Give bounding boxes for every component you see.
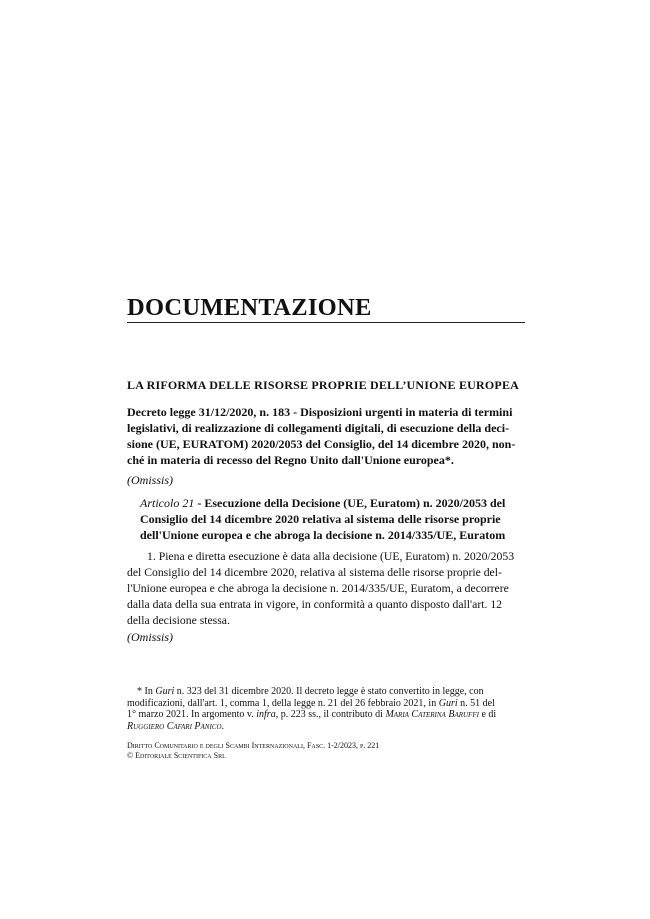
footnote-journal: Guri <box>155 686 175 697</box>
article-label: Articolo 21 <box>140 496 195 510</box>
body-line: della decisione stessa. <box>127 614 230 627</box>
footnote-text: . <box>221 720 225 732</box>
decree-title-line: ché in materia di recesso del Regno Unito dall'Unione europea*. <box>127 453 454 467</box>
article-title-line <box>140 495 525 511</box>
footnote-journal: Guri <box>438 697 458 709</box>
footnote-line <box>127 686 525 698</box>
decree-title-line: legislativi, di realizzazione di collegamenti digitali, di esecuzione della deci- <box>127 421 510 435</box>
decree-title <box>127 404 525 468</box>
footnote-reference: infra <box>256 709 276 720</box>
footnote-author: Maria Caterina Baruffi <box>385 709 479 720</box>
body-line: dalla data della sua entrata in vigore, in conformità a quanto disposto dall'art. 12 <box>127 598 503 611</box>
article-title-text: - Esecuzione della Decisione (UE, Euratom) n. 2020/2053 del <box>194 496 506 510</box>
footnote-text: n. 51 del <box>457 697 495 709</box>
footer-copyright: © Editoriale Scientifica Srl <box>127 750 226 760</box>
footnote-text: n. 323 del 31 dicembre 2020. Il decreto legge è stato convertito in legge, con <box>174 686 484 697</box>
footnote-text: e di <box>478 709 497 720</box>
footnote-line <box>127 721 525 733</box>
section-title-rule <box>127 322 525 323</box>
article-body <box>127 549 525 629</box>
footnote-line <box>127 698 525 710</box>
body-line: del Consiglio del 14 dicembre 2020, relativa al sistema delle risorse proprie del- <box>127 566 502 579</box>
footer-citation: Diritto Comunitario e degli Scambi Internazionali, Fasc. 1-2/2023, p. 221 <box>127 741 380 750</box>
footnote-text: modificazioni, dall'art. 1, comma 1, della legge n. 21 del 26 febbraio 2021, in <box>127 697 439 709</box>
article-title <box>140 495 525 543</box>
page-footer <box>127 741 525 760</box>
footnote-line <box>127 709 525 721</box>
body-line: 1. Piena e diretta esecuzione è data alla decisione (UE, Euratom) n. 2020/2053 <box>147 550 515 563</box>
footnote-text: , p. 223 ss., il contributo di <box>275 709 386 720</box>
footnote-author: Ruggiero Cafari Panico <box>127 720 222 732</box>
omissis-note: (Omissis) <box>127 630 174 644</box>
omissis-note: (Omissis) <box>127 473 174 487</box>
decree-title-line: Decreto legge 31/12/2020, n. 183 - Disposizioni urgenti in materia di termini <box>127 405 513 419</box>
article-title-line: dell'Unione europea e che abroga la decisione n. 2014/335/UE, Euratom <box>140 528 506 542</box>
document-heading: LA RIFORMA DELLE RISORSE PROPRIE DELL’UNIONE EUROPEA <box>127 378 520 392</box>
article-title-line: Consiglio del 14 dicembre 2020 relativa al sistema delle risorse proprie <box>140 512 501 526</box>
footnote <box>127 686 525 732</box>
footnote-text: 1° marzo 2021. In argomento v. <box>127 709 257 720</box>
footnote-text: * In <box>137 686 156 697</box>
section-title: DOCUMENTAZIONE <box>127 294 372 321</box>
decree-title-line: sione (UE, EURATOM) 2020/2053 del Consiglio, del 14 dicembre 2020, non- <box>127 437 516 451</box>
body-line: l'Unione europea e che abroga la decisione n. 2014/335/UE, Euratom, a decorrere <box>127 582 509 595</box>
